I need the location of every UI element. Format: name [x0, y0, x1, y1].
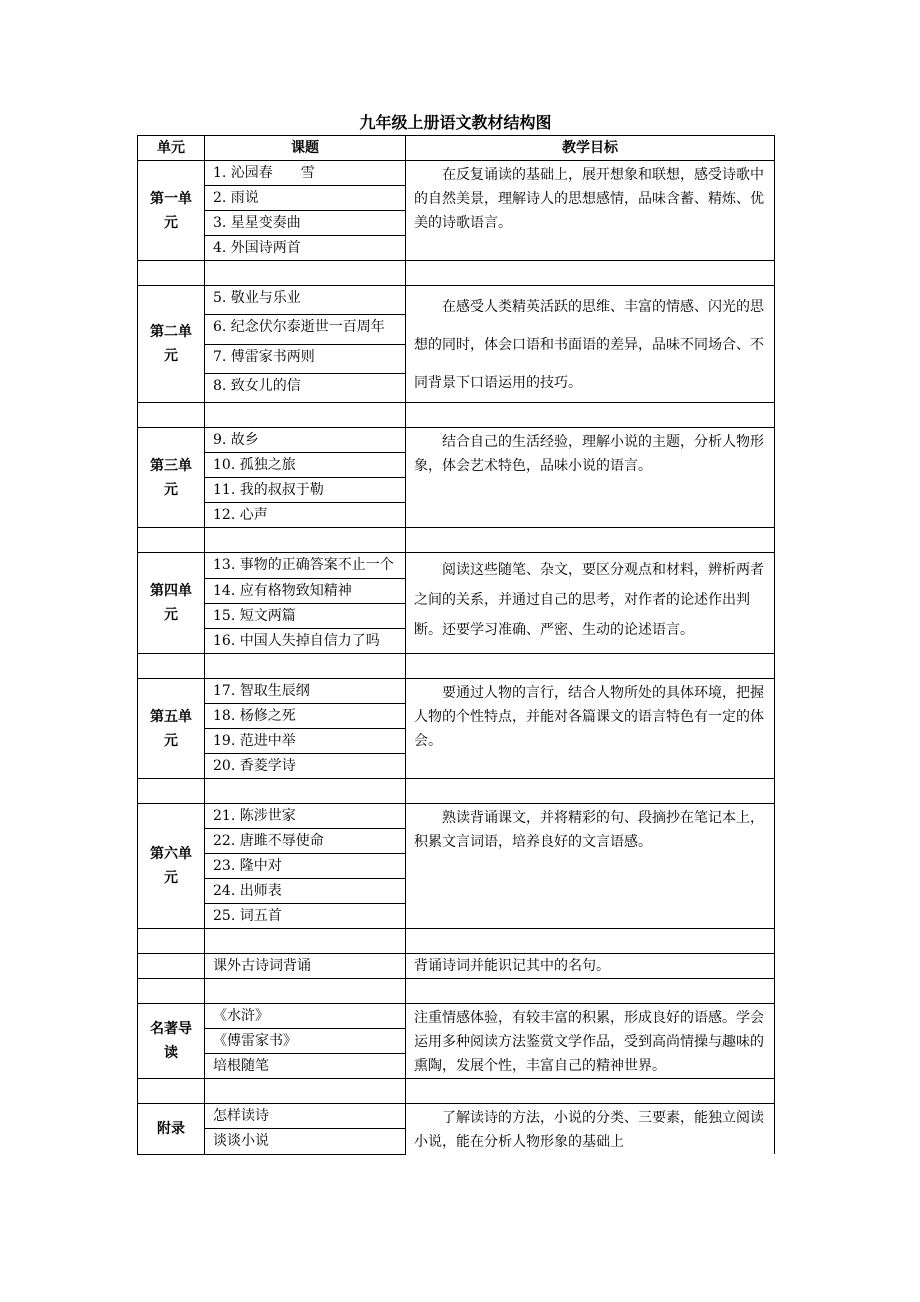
spacer-row	[138, 528, 775, 553]
table-row	[138, 553, 775, 579]
lesson-2: 2. 雨说	[205, 186, 406, 211]
appendix-1: 怎样读诗	[205, 1104, 406, 1129]
table-row	[138, 1004, 775, 1029]
lesson-18: 18. 杨修之死	[205, 704, 406, 729]
extra-poetry-unit	[138, 954, 205, 979]
classic-1: 《水浒》	[205, 1004, 406, 1029]
unit-4-goal: 阅读这些随笔、杂文，要区分观点和材料，辨析两者之间的关系，并通过自己的思考，对作者的论述作出判断。还要学习准确、严密、生动的论述语言。	[406, 553, 775, 654]
unit-4-name: 第四单元	[138, 553, 205, 654]
spacer-row	[138, 654, 775, 679]
unit-6-name: 第六单元	[138, 804, 205, 929]
unit-5-name: 第五单元	[138, 679, 205, 779]
header-unit: 单元	[138, 136, 205, 161]
header-goal: 教学目标	[406, 136, 775, 161]
spacer-row	[138, 779, 775, 804]
table-row	[138, 954, 775, 979]
table-row	[138, 286, 775, 315]
lesson-19: 19. 范进中举	[205, 729, 406, 754]
lesson-20: 20. 香菱学诗	[205, 754, 406, 779]
lesson-7: 7. 傅雷家书两则	[205, 345, 406, 374]
lesson-15: 15. 短文两篇	[205, 604, 406, 629]
extra-poetry-lesson: 课外古诗词背诵	[205, 954, 406, 979]
spacer-row	[138, 929, 775, 954]
table-row	[138, 428, 775, 453]
unit-2-name: 第二单元	[138, 286, 205, 403]
unit-1-goal: 在反复诵读的基础上，展开想象和联想，感受诗歌中的自然美景，理解诗人的思想感情，品味含蓄、精炼、优美的诗歌语言。	[406, 161, 775, 261]
lesson-6: 6. 纪念伏尔泰逝世一百周年	[205, 314, 406, 344]
lesson-14: 14. 应有格物致知精神	[205, 579, 406, 604]
lesson-24: 24. 出师表	[205, 879, 406, 904]
lesson-25: 25. 词五首	[205, 904, 406, 929]
classic-3: 培根随笔	[205, 1054, 406, 1079]
lesson-17: 17. 智取生辰纲	[205, 679, 406, 704]
lesson-10: 10. 孤独之旅	[205, 453, 406, 478]
lesson-1: 1. 沁园春 雪	[205, 161, 406, 186]
page-title: 九年级上册语文教材结构图	[359, 113, 552, 132]
unit-6-goal: 熟读背诵课文，并将精彩的句、段摘抄在笔记本上，积累文言词语，培养良好的文言语感。	[406, 804, 775, 929]
classic-2: 《傅雷家书》	[205, 1029, 406, 1054]
unit-2-goal: 在感受人类精英活跃的思维、丰富的情感、闪光的思想的同时，体会口语和书面语的差异，品味不同场合、不同背景下口语运用的技巧。	[406, 286, 775, 403]
unit-5-goal: 要通过人物的言行，结合人物所处的具体环境，把握人物的个性特点，并能对各篇课文的语言特色有一定的体会。	[406, 679, 775, 779]
lesson-21: 21. 陈涉世家	[205, 804, 406, 829]
lesson-5: 5. 敬业与乐业	[205, 286, 406, 315]
unit-3-name: 第三单元	[138, 428, 205, 528]
spacer-row	[138, 403, 775, 428]
lesson-3: 3. 星星变奏曲	[205, 211, 406, 236]
lesson-16: 16. 中国人失掉自信力了吗	[205, 629, 406, 654]
appendix-name: 附录	[138, 1104, 205, 1155]
table-row	[138, 1104, 775, 1129]
lesson-11: 11. 我的叔叔于勒	[205, 478, 406, 503]
extra-poetry-goal: 背诵诗词并能识记其中的名句。	[406, 954, 775, 979]
unit-3-goal: 结合自己的生活经验，理解小说的主题，分析人物形象，体会艺术特色，品味小说的语言。	[406, 428, 775, 528]
spacer-row	[138, 261, 775, 286]
lesson-8: 8. 致女儿的信	[205, 374, 406, 403]
spacer-row	[138, 1079, 775, 1104]
lesson-12: 12. 心声	[205, 503, 406, 528]
header-row	[138, 136, 775, 161]
lesson-13: 13. 事物的正确答案不止一个	[205, 553, 406, 579]
lesson-22: 22. 唐雎不辱使命	[205, 829, 406, 854]
structure-table	[137, 135, 775, 1155]
appendix-goal: 了解读诗的方法，小说的分类、三要素，能独立阅读小说，能在分析人物形象的基础上	[406, 1104, 775, 1155]
lesson-23: 23. 隆中对	[205, 854, 406, 879]
lesson-9: 9. 故乡	[205, 428, 406, 453]
classics-goal: 注重情感体验，有较丰富的积累，形成良好的语感。学会运用多种阅读方法鉴赏文学作品，受到高尚情操与趣味的熏陶，发展个性，丰富自己的精神世界。	[406, 1004, 775, 1079]
table-row	[138, 161, 775, 186]
table-row	[138, 679, 775, 704]
classics-name: 名著导读	[138, 1004, 205, 1079]
spacer-row	[138, 979, 775, 1004]
lesson-4: 4. 外国诗两首	[205, 236, 406, 261]
table-row	[138, 804, 775, 829]
unit-1-name: 第一单元	[138, 161, 205, 261]
header-lesson: 课题	[205, 136, 406, 161]
appendix-2: 谈谈小说	[205, 1129, 406, 1154]
